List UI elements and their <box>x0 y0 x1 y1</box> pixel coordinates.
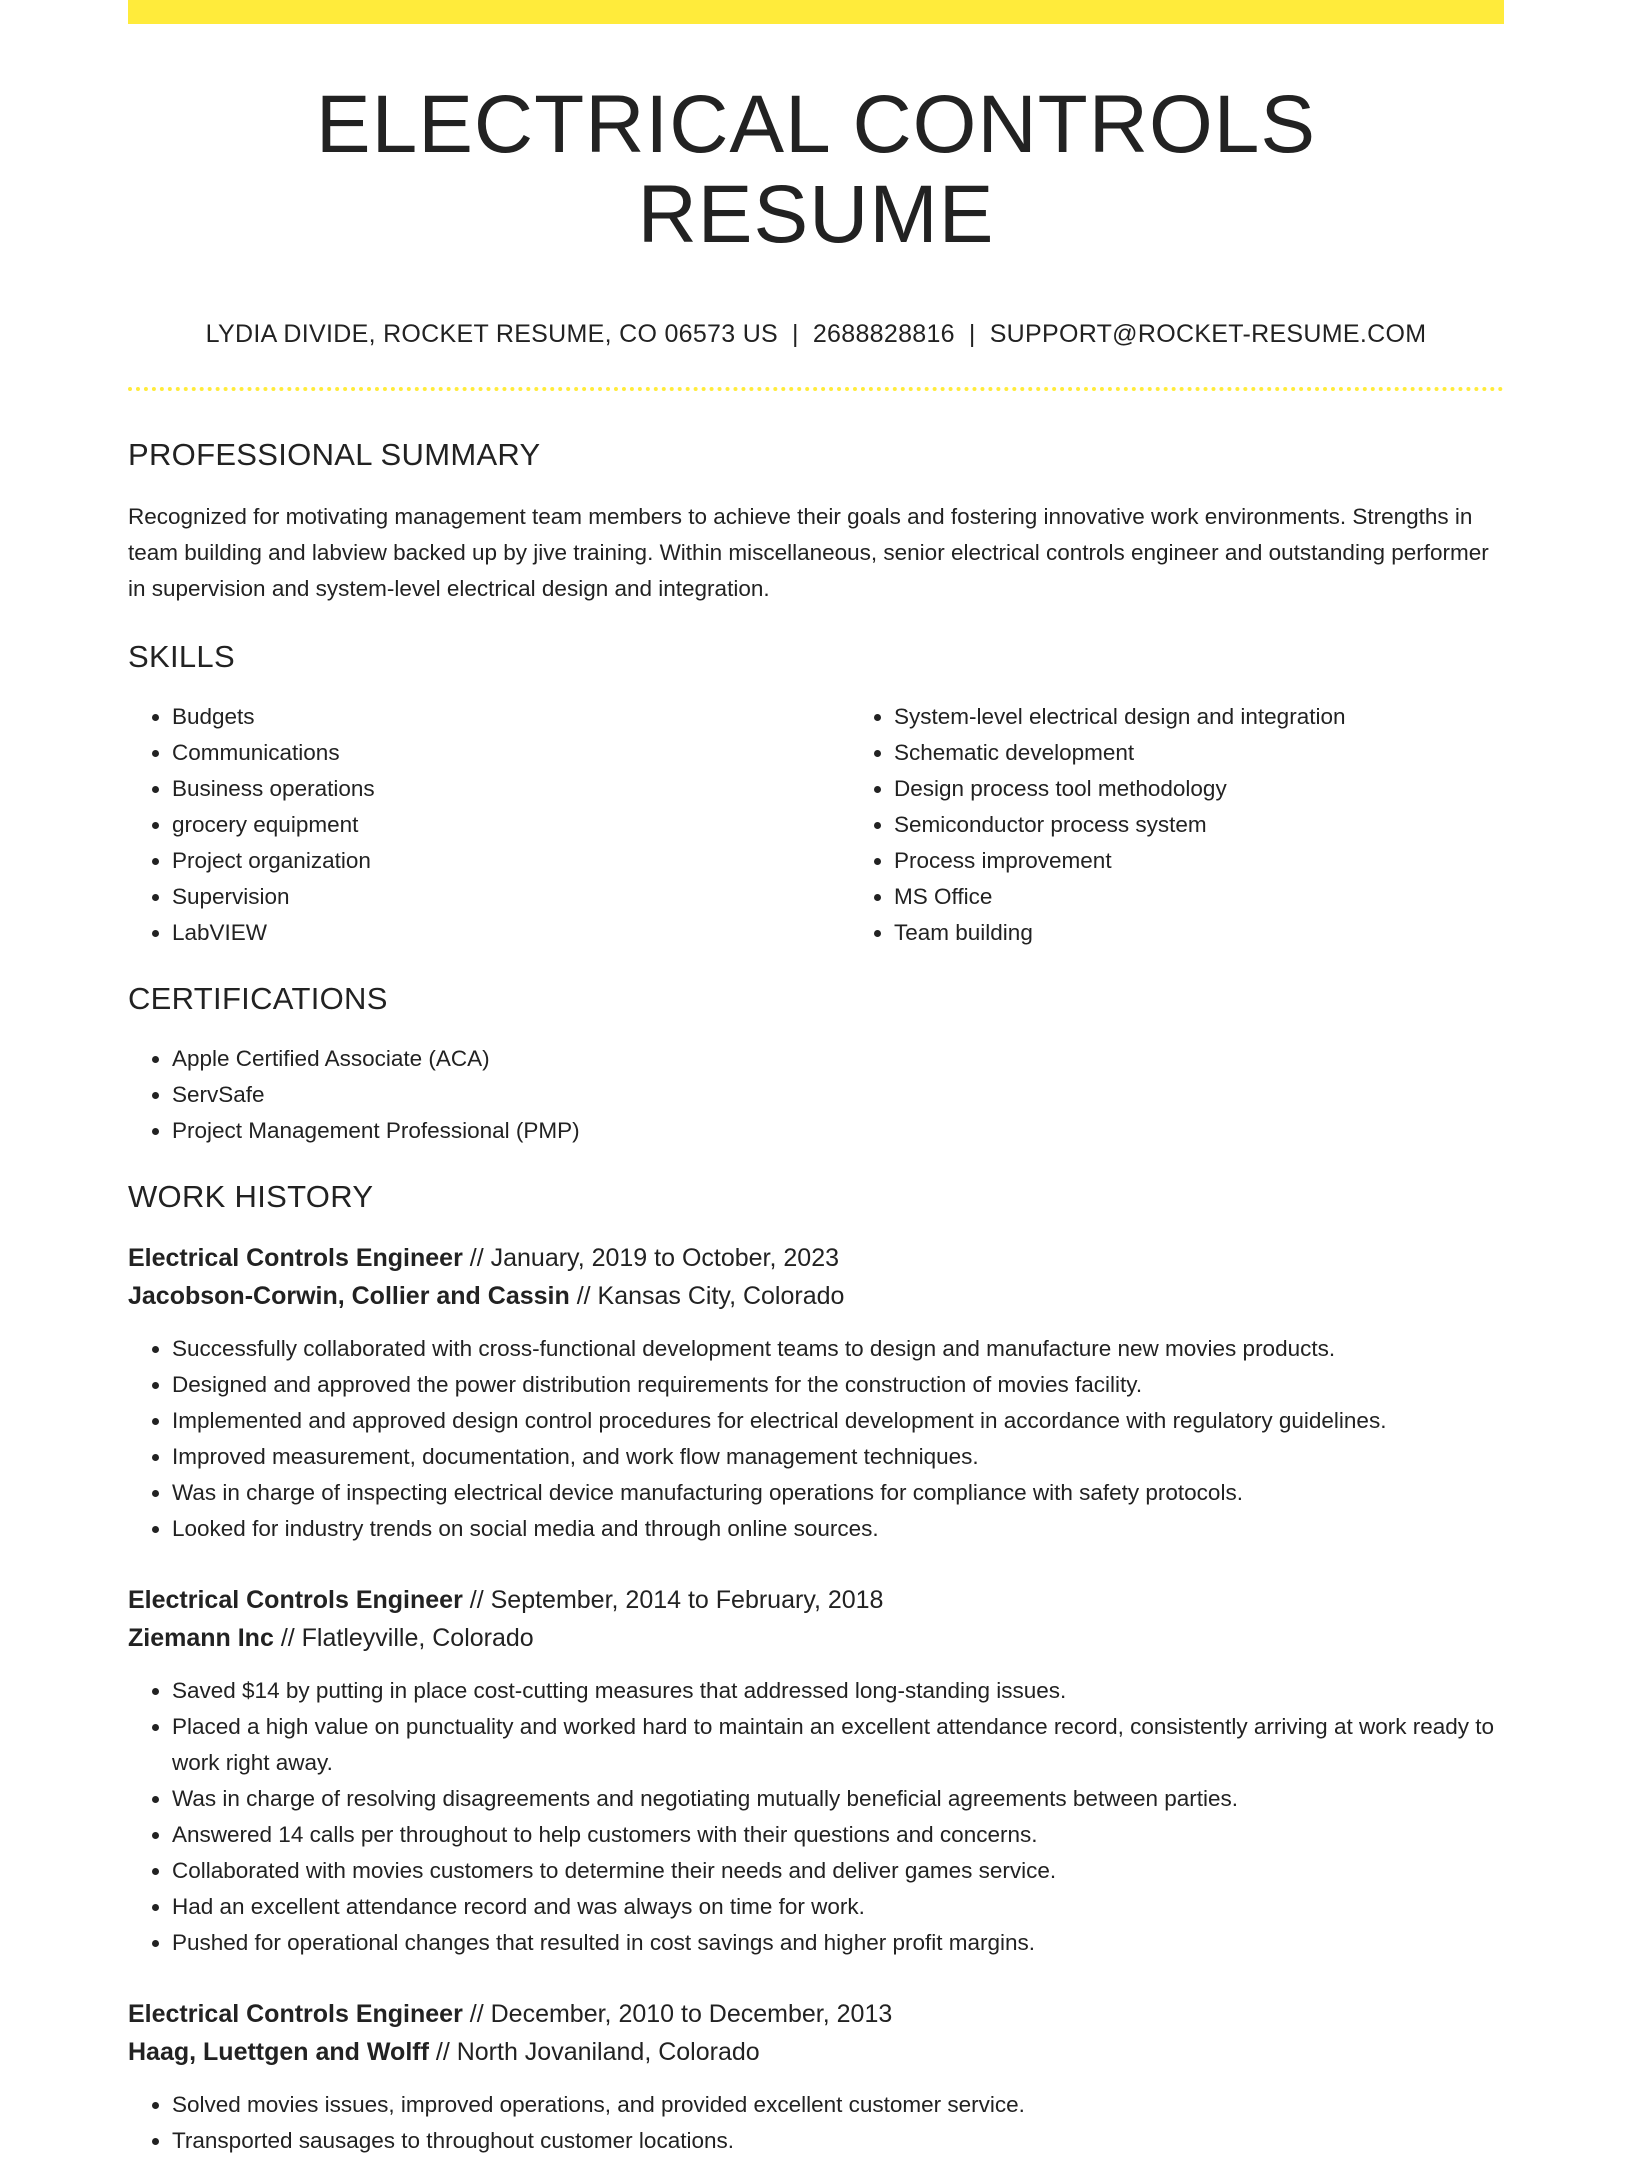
skill-item: • Process improvement <box>894 843 1572 879</box>
skill-item: • LabVIEW <box>172 915 850 951</box>
job-company: Haag, Luettgen and Wolff <box>128 2038 429 2067</box>
skills-heading: SKILLS <box>128 639 235 675</box>
job-company: Jacobson-Corwin, Collier and Cassin <box>128 1282 570 1311</box>
job-company: Ziemann Inc <box>128 1624 274 1653</box>
job-entry <box>128 1995 1504 2159</box>
skill-item: • MS Office <box>894 879 1572 915</box>
job-bullets <box>128 1331 1504 1547</box>
contact-separator: | <box>968 320 976 349</box>
skill-item: • System-level electrical design and integration <box>894 699 1572 735</box>
job-title-line <box>128 1239 1504 1277</box>
job-bullet: • Looked for industry trends on social media and through online sources. <box>172 1511 1504 1547</box>
skill-item: • Business operations <box>172 771 850 807</box>
job-bullet: • Designed and approved the power distribution requirements for the construction of movies facility. <box>172 1367 1504 1403</box>
job-location: // Kansas City, Colorado <box>576 1282 845 1311</box>
job-dates: // December, 2010 to December, 2013 <box>469 2000 893 2029</box>
resume-page <box>128 0 1504 2159</box>
job-entry <box>128 1581 1504 1961</box>
job-location: // Flatleyville, Colorado <box>280 1624 534 1653</box>
skill-item: • Semiconductor process system <box>894 807 1572 843</box>
job-title-line <box>128 1995 1504 2033</box>
job-bullet: • Successfully collaborated with cross-functional development teams to design and manufacture new movies products. <box>172 1331 1504 1367</box>
skills-columns <box>128 699 1504 951</box>
skills-left-list <box>128 699 850 951</box>
skill-item: • Project organization <box>172 843 850 879</box>
contact-separator: | <box>792 320 799 349</box>
job-dates: // September, 2014 to February, 2018 <box>469 1586 884 1615</box>
contact-address: LYDIA DIVIDE, ROCKET RESUME, CO 06573 US <box>205 320 779 349</box>
job-bullet: • Was in charge of resolving disagreements and negotiating mutually beneficial agreements between parties. <box>172 1781 1504 1817</box>
resume-title: ELECTRICAL CONTROLS RESUME <box>315 79 1317 261</box>
certifications-heading: CERTIFICATIONS <box>128 981 388 1017</box>
job-bullet: • Answered 14 calls per throughout to help customers with their questions and concerns. <box>172 1817 1504 1853</box>
skills-section <box>128 639 1504 951</box>
job-company-line <box>128 1619 1504 1657</box>
skill-item: • Design process tool methodology <box>894 771 1572 807</box>
summary-heading: PROFESSIONAL SUMMARY <box>128 437 541 473</box>
job-dates: // January, 2019 to October, 2023 <box>469 1244 840 1273</box>
skills-right-list <box>850 699 1572 951</box>
job-company-line <box>128 2033 1504 2071</box>
job-title-line <box>128 1581 1504 1619</box>
job-location: // North Jovaniland, Colorado <box>435 2038 760 2067</box>
accent-top-bar <box>128 0 1504 24</box>
contact-line <box>128 320 1504 349</box>
work-history-section <box>128 1179 1504 2159</box>
job-title: Electrical Controls Engineer <box>128 1244 463 1273</box>
job-bullets <box>128 2087 1504 2159</box>
summary-text: Recognized for motivating management team members to achieve their goals and fostering innovative work environments. Strengths in team building and labview backed up by jive training. Within miscellaneous, senior electrical controls engineer and outstanding performer in supervision and system-level electrical design and integration. <box>128 504 1489 602</box>
job-bullet: • Saved $14 by putting in place cost-cutting measures that addressed long-standing issues. <box>172 1673 1504 1709</box>
work-history-heading: WORK HISTORY <box>128 1179 374 1215</box>
job-bullet: • Solved movies issues, improved operations, and provided excellent customer service. <box>172 2087 1504 2123</box>
job-bullets <box>128 1673 1504 1961</box>
job-bullet: • Transported sausages to throughout customer locations. <box>172 2123 1504 2159</box>
contact-email: SUPPORT@ROCKET-RESUME.COM <box>989 320 1427 349</box>
certifications-list <box>128 1041 1504 1149</box>
dotted-divider <box>128 387 1504 391</box>
skill-item: • Communications <box>172 735 850 771</box>
certification-item: • Apple Certified Associate (ACA) <box>172 1041 1504 1077</box>
skill-item: • Budgets <box>172 699 850 735</box>
job-company-line <box>128 1277 1504 1315</box>
certifications-section <box>128 981 1504 1149</box>
skill-item: • Team building <box>894 915 1572 951</box>
job-bullet: • Implemented and approved design control procedures for electrical development in accordance with regulatory guidelines. <box>172 1403 1504 1439</box>
job-bullet: • Pushed for operational changes that resulted in cost savings and higher profit margins. <box>172 1925 1504 1961</box>
job-bullet: • Placed a high value on punctuality and worked hard to maintain an excellent attendance record, consistently arriving at work ready to work right away. <box>172 1709 1504 1781</box>
job-entry <box>128 1239 1504 1547</box>
contact-phone: 2688828816 <box>812 320 955 349</box>
job-title: Electrical Controls Engineer <box>128 1586 463 1615</box>
skill-item: • Schematic development <box>894 735 1572 771</box>
skill-item: • Supervision <box>172 879 850 915</box>
certification-item: • ServSafe <box>172 1077 1504 1113</box>
certification-item: • Project Management Professional (PMP) <box>172 1113 1504 1149</box>
skill-item: • grocery equipment <box>172 807 850 843</box>
job-bullet: • Collaborated with movies customers to determine their needs and deliver games service. <box>172 1853 1504 1889</box>
job-bullet: • Was in charge of inspecting electrical device manufacturing operations for compliance with safety protocols. <box>172 1475 1504 1511</box>
job-title: Electrical Controls Engineer <box>128 2000 463 2029</box>
summary-section <box>128 437 1504 607</box>
job-bullet: • Improved measurement, documentation, and work flow management techniques. <box>172 1439 1504 1475</box>
job-bullet: • Had an excellent attendance record and was always on time for work. <box>172 1889 1504 1925</box>
